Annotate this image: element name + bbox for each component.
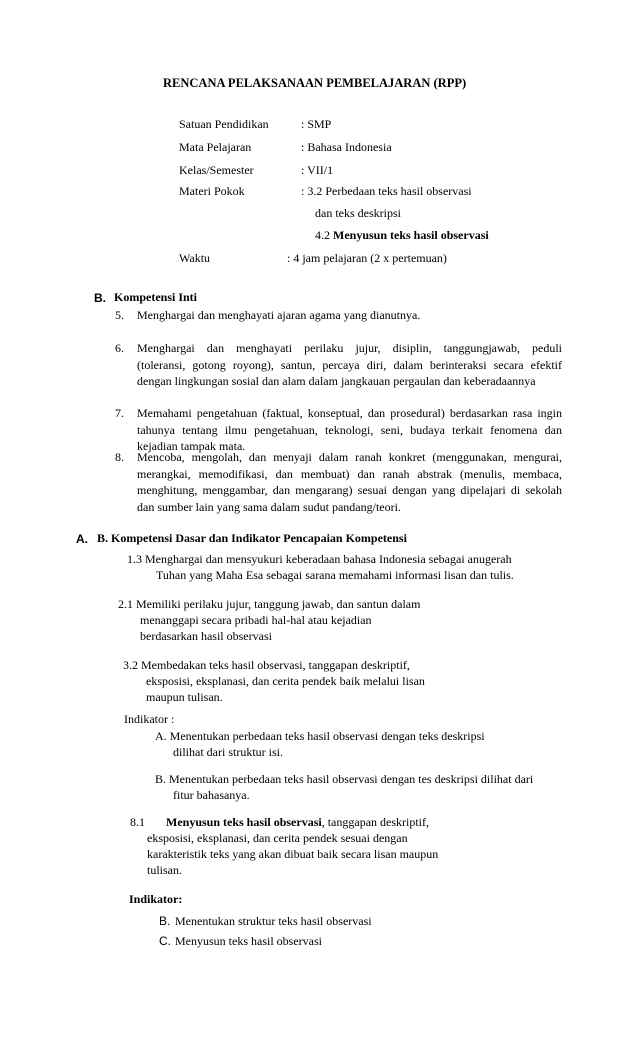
- ki-line: Memahami pengetahuan (faktual, konseptual, dan prosedural) berdasarkan rasa ingin: [137, 406, 562, 420]
- materi-cont2-prefix: 4.2: [315, 228, 333, 242]
- identity-label-waktu: Waktu: [179, 251, 211, 265]
- ki-item-text: [137, 449, 562, 515]
- kd-8-1-number: 8.1: [130, 815, 145, 829]
- kd-2-1-line1: 2.1 Memiliki perilaku jujur, tanggung jawab, dan santun dalam: [118, 597, 421, 611]
- kd-2-1-line3: berdasarkan hasil observasi: [140, 629, 272, 643]
- identity-label-materi: Materi Pokok: [179, 184, 245, 198]
- indikator-a-line1: A. Menentukan perbedaan teks hasil observasi dengan teks deskripsi: [155, 729, 485, 743]
- identity-materi-cont1: dan teks deskripsi: [315, 206, 401, 220]
- indikator2-c-marker: C.: [159, 934, 171, 948]
- ki-line: tahunya tentang ilmu pengetahuan, teknologi, seni, budaya terkait fenomena dan: [137, 422, 562, 437]
- ki-item-text: [137, 340, 562, 390]
- section-b-title: Kompetensi Inti: [114, 290, 198, 304]
- kd-8-1-line4: tulisan.: [147, 863, 182, 877]
- section-b-marker: B.: [94, 291, 106, 305]
- section-a-marker: A.: [76, 532, 88, 546]
- ki-line: dengan lingkungan sosial dan alam dalam jangkauan pergaulan dan keberadaannya: [137, 374, 536, 388]
- identity-value-satuan: : SMP: [301, 117, 332, 131]
- ki-item-text: Menghargai dan menghayati ajaran agama yang dianutnya.: [137, 308, 421, 322]
- ki-item-number: 6.: [115, 341, 124, 355]
- kd-2-1-line2: menanggapi secara pribadi hal-hal atau kejadian: [140, 613, 372, 627]
- indikator2-label: Indikator:: [129, 892, 183, 906]
- kd-8-1-line2: eksposisi, eksplanasi, dan cerita pendek sesuai dengan: [147, 831, 408, 845]
- ki-item-number: 8.: [115, 450, 124, 464]
- identity-value-waktu: : 4 jam pelajaran (2 x pertemuan): [287, 251, 447, 265]
- indikator2-b-marker: B.: [159, 914, 171, 928]
- kd-8-1-rest: , tanggapan deskriptif,: [321, 815, 430, 829]
- indikator2-c-text: Menyusun teks hasil observasi: [175, 934, 322, 948]
- indikator2-b-text: Menentukan struktur teks hasil observasi: [175, 914, 372, 928]
- ki-line: Mencoba, mengolah, dan menyaji dalam ranah konkret (menggunakan, mengurai,: [137, 450, 562, 464]
- indikator-b-line2: fitur bahasanya.: [173, 788, 250, 802]
- ki-item-text: [137, 405, 562, 455]
- identity-value-materi: : 3.2 Perbedaan teks hasil observasi: [301, 184, 472, 198]
- identity-materi-cont2: [315, 228, 489, 243]
- ki-line: Menghargai dan menghayati perilaku jujur, disiplin, tanggungjawab, peduli: [137, 341, 562, 355]
- ki-item-number: 7.: [115, 406, 124, 420]
- ki-line: (toleransi, gotong royong), santun, percaya diri, dalam berinteraksi secara efektif: [137, 357, 562, 372]
- identity-label-mapel: Mata Pelajaran: [179, 140, 252, 154]
- section-a-title: B. Kompetensi Dasar dan Indikator Pencapaian Kompetensi: [97, 531, 407, 545]
- kd-8-1-line1: [166, 815, 429, 830]
- kd-3-2-line1: 3.2 Membedakan teks hasil observasi, tanggapan deskriptif,: [123, 658, 410, 672]
- indikator-label: Indikator :: [124, 712, 175, 726]
- kd-8-1-bold: Menyusun teks hasil observasi: [166, 815, 322, 829]
- kd-1-3-line2: Tuhan yang Maha Esa sebagai sarana memahami informasi lisan dan tulis.: [156, 568, 514, 582]
- ki-line: menghitung, menggambar, dan mengarang) sesuai dengan yang dipelajari di sekolah: [137, 483, 562, 497]
- indikator-b-line1: B. Menentukan perbedaan teks hasil observasi dengan tes deskripsi dilihat dari: [155, 772, 534, 786]
- identity-label-satuan: Satuan Pendidikan: [179, 117, 269, 131]
- identity-value-mapel: : Bahasa Indonesia: [301, 140, 392, 154]
- kd-3-2-line2: eksposisi, eksplanasi, dan cerita pendek baik melalui lisan: [146, 674, 425, 688]
- indikator-a-line2: dilihat dari struktur isi.: [173, 745, 283, 759]
- ki-item-number: 5.: [115, 308, 124, 322]
- materi-cont2-bold: Menyusun teks hasil observasi: [333, 228, 489, 242]
- identity-label-kelas: Kelas/Semester: [179, 163, 254, 177]
- ki-line: merangkai, memodifikasi, dan membuat) dan ranah abstrak (menulis, membaca,: [137, 466, 562, 481]
- ki-line: kejadian tampak mata.: [137, 439, 246, 453]
- document-title: RENCANA PELAKSANAAN PEMBELAJARAN (RPP): [163, 76, 467, 90]
- ki-line: dan sumber lain yang sama dalam sudut pandang/teori.: [137, 499, 401, 514]
- identity-value-kelas: : VII/1: [301, 163, 334, 177]
- kd-3-2-line3: maupun tulisan.: [146, 690, 223, 704]
- kd-1-3-line1: 1.3 Menghargai dan mensyukuri keberadaan bahasa Indonesia sebagai anugerah: [127, 552, 512, 566]
- kd-8-1-line3: karakteristik teks yang akan dibuat baik secara lisan maupun: [147, 847, 439, 861]
